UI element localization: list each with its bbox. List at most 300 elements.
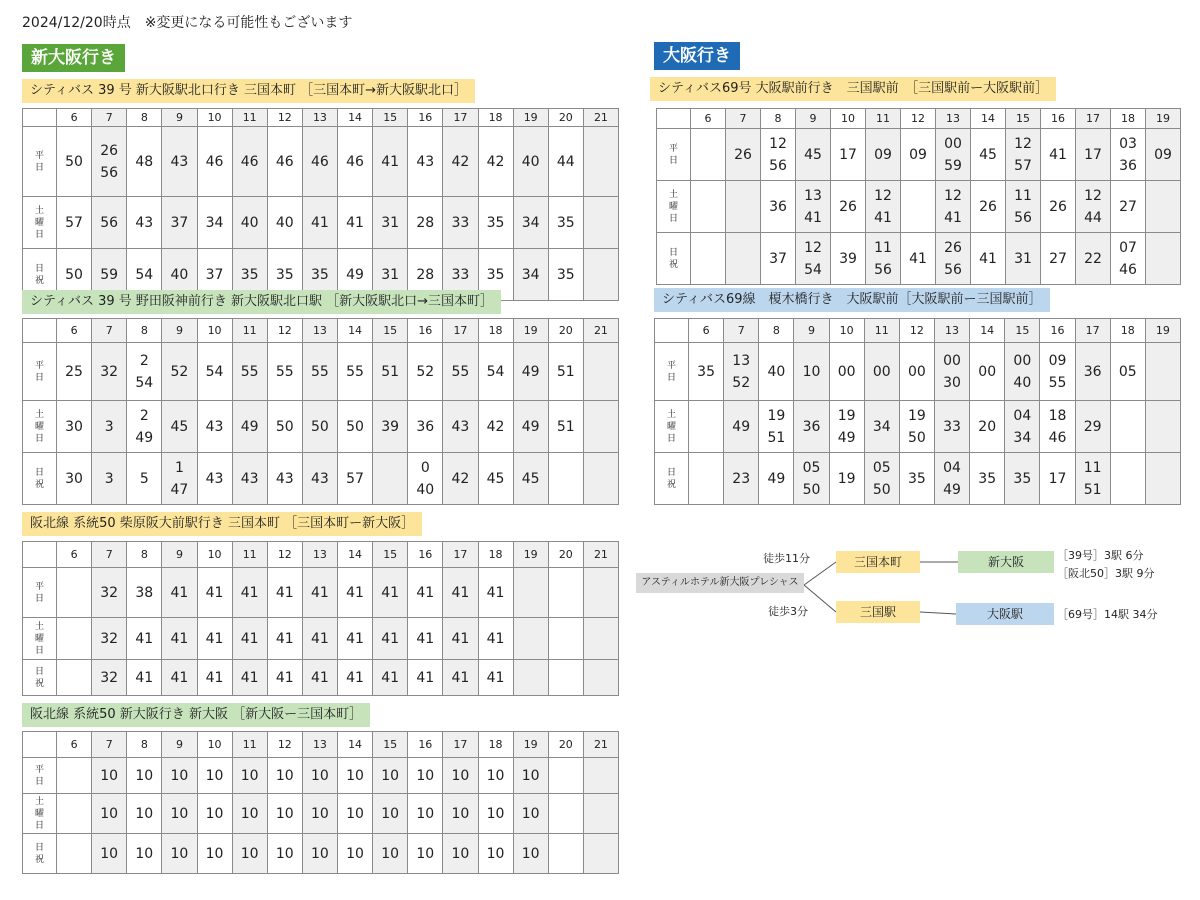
minute-cell: 41 (197, 618, 232, 660)
minute-cell: 41 (408, 568, 443, 618)
day-type-label: 土 曜 日 (23, 794, 57, 834)
hour-cell: 10 (197, 319, 232, 343)
minute-cell: 17 (1040, 453, 1075, 505)
minute-cell (583, 127, 618, 197)
minute-cell: 30 (57, 401, 92, 453)
minute-cell: 13 52 (724, 343, 759, 401)
route-title-4: 阪北線 系統50 新大阪行き 新大阪 ［新大阪ー三国本町］ (22, 703, 370, 727)
minute-cell: 10 (513, 758, 548, 794)
hour-cell: 13 (302, 109, 337, 127)
hour-cell: 11 (232, 319, 267, 343)
minute-cell (57, 568, 92, 618)
timetable-row (23, 618, 619, 660)
hour-cell: 17 (1075, 319, 1110, 343)
minute-cell: 28 (408, 197, 443, 249)
hour-cell: 8 (127, 732, 162, 758)
minute-cell: 40 (759, 343, 794, 401)
hour-cell: 15 (373, 732, 408, 758)
route-info-69: ［69号］14駅 34分 (1057, 608, 1158, 621)
hour-cell: 15 (373, 109, 408, 127)
minute-cell: 48 (127, 127, 162, 197)
minute-cell: 09 (866, 129, 901, 181)
minute-cell (583, 343, 618, 401)
minute-cell: 09 55 (1040, 343, 1075, 401)
hour-cell: 13 (934, 319, 969, 343)
minute-cell: 32 (92, 618, 127, 660)
hour-cell: 15 (373, 542, 408, 568)
walk-time-1: 徒歩11分 (763, 552, 810, 565)
minute-cell: 10 (302, 834, 337, 874)
minute-cell: 12 41 (936, 181, 971, 233)
minute-cell: 10 (478, 794, 513, 834)
minute-cell: 40 (267, 197, 302, 249)
minute-cell: 45 (162, 401, 197, 453)
minute-cell (583, 453, 618, 505)
day-type-label: 平 日 (23, 758, 57, 794)
minute-cell: 30 (57, 453, 92, 505)
minute-cell: 10 (443, 794, 478, 834)
minute-cell: 50 (338, 401, 373, 453)
minute-cell (583, 660, 618, 696)
minute-cell: 10 (232, 794, 267, 834)
minute-cell: 46 (232, 127, 267, 197)
minute-cell: 34 (197, 197, 232, 249)
minute-cell: 41 (127, 660, 162, 696)
minute-cell: 43 (267, 453, 302, 505)
minute-cell: 26 56 (936, 233, 971, 285)
minute-cell: 41 (478, 660, 513, 696)
minute-cell (726, 181, 761, 233)
minute-cell: 45 (971, 129, 1006, 181)
minute-cell: 03 36 (1111, 129, 1146, 181)
minute-cell: 45 (796, 129, 831, 181)
minute-cell: 27 (1041, 233, 1076, 285)
minute-cell: 57 (338, 453, 373, 505)
minute-cell: 10 (232, 834, 267, 874)
timetable-6 (654, 318, 1181, 505)
minute-cell (583, 618, 618, 660)
hour-cell: 12 (901, 109, 936, 129)
hour-cell: 14 (338, 732, 373, 758)
hour-cell: 20 (548, 319, 583, 343)
minute-cell: 19 (829, 453, 864, 505)
minute-cell: 41 (232, 660, 267, 696)
timetable-row (657, 129, 1181, 181)
hour-cell: 11 (232, 109, 267, 127)
hour-header-row (657, 109, 1181, 129)
minute-cell: 41 (338, 197, 373, 249)
minute-cell (726, 233, 761, 285)
minute-cell: 39 (373, 401, 408, 453)
minute-cell: 26 (726, 129, 761, 181)
minute-cell: 37 (197, 249, 232, 301)
hour-cell: 15 (373, 319, 408, 343)
route-title-2: シティバス 39 号 野田阪神前行き 新大阪駅北口駅 ［新大阪駅北口→三国本町］ (22, 290, 501, 314)
minute-cell: 40 (513, 127, 548, 197)
minute-cell: 10 (443, 758, 478, 794)
minute-cell: 33 (443, 197, 478, 249)
timetable-row (655, 453, 1181, 505)
minute-cell: 00 30 (934, 343, 969, 401)
minute-cell: 41 (1041, 129, 1076, 181)
day-type-label: 土 曜 日 (23, 618, 57, 660)
minute-cell (583, 197, 618, 249)
minute-cell: 10 (162, 758, 197, 794)
minute-cell: 52 (408, 343, 443, 401)
minute-cell (373, 453, 408, 505)
hour-cell: 18 (478, 109, 513, 127)
minute-cell: 34 (513, 249, 548, 301)
minute-cell: 10 (267, 834, 302, 874)
hour-cell: 21 (583, 319, 618, 343)
minute-cell: 37 (761, 233, 796, 285)
minute-cell: 35 (1005, 453, 1040, 505)
hour-header-row (23, 542, 619, 568)
minute-cell: 50 (302, 401, 337, 453)
minute-cell: 36 (794, 401, 829, 453)
header-corner (23, 319, 57, 343)
hour-cell: 21 (583, 542, 618, 568)
minute-cell: 10 (127, 834, 162, 874)
minute-cell: 19 50 (899, 401, 934, 453)
minute-cell: 46 (338, 127, 373, 197)
minute-cell (513, 618, 548, 660)
day-type-label: 日 祝 (23, 660, 57, 696)
minute-cell: 41 (408, 660, 443, 696)
timetable-3 (22, 541, 619, 696)
stop-mikunihonmachi: 三国本町 (836, 551, 920, 573)
minute-cell: 10 (373, 758, 408, 794)
minute-cell: 31 (1006, 233, 1041, 285)
day-type-label: 日 祝 (23, 453, 57, 505)
minute-cell: 59 (92, 249, 127, 301)
minute-cell (691, 129, 726, 181)
header-corner (657, 109, 691, 129)
minute-cell (548, 834, 583, 874)
minute-cell (1146, 233, 1181, 285)
minute-cell: 35 (267, 249, 302, 301)
hour-cell: 11 (864, 319, 899, 343)
hour-cell: 12 (267, 542, 302, 568)
minute-cell (57, 660, 92, 696)
minute-cell: 10 (267, 758, 302, 794)
minute-cell: 10 (408, 834, 443, 874)
hour-cell: 21 (583, 732, 618, 758)
minute-cell: 55 (232, 343, 267, 401)
minute-cell: 42 (443, 453, 478, 505)
minute-cell: 56 (92, 197, 127, 249)
hour-cell: 14 (971, 109, 1006, 129)
hour-cell: 16 (408, 732, 443, 758)
hour-cell: 18 (1110, 319, 1145, 343)
minute-cell: 10 (302, 794, 337, 834)
hour-cell: 6 (57, 542, 92, 568)
day-type-label: 平 日 (23, 343, 57, 401)
hour-cell: 14 (338, 542, 373, 568)
minute-cell (583, 834, 618, 874)
minute-cell: 43 (197, 401, 232, 453)
hour-header-row (23, 319, 619, 343)
minute-cell (583, 568, 618, 618)
minute-cell (57, 794, 92, 834)
day-type-label: 平 日 (23, 127, 57, 197)
hour-cell: 10 (197, 542, 232, 568)
minute-cell: 10 (443, 834, 478, 874)
minute-cell: 49 (338, 249, 373, 301)
minute-cell: 38 (127, 568, 162, 618)
hour-cell: 18 (478, 542, 513, 568)
minute-cell: 41 (162, 568, 197, 618)
minute-cell: 41 (338, 660, 373, 696)
hour-cell: 19 (513, 542, 548, 568)
hour-cell: 15 (1006, 109, 1041, 129)
hour-cell: 11 (866, 109, 901, 129)
minute-cell: 10 (162, 834, 197, 874)
minute-cell: 31 (373, 197, 408, 249)
minute-cell: 12 44 (1076, 181, 1111, 233)
minute-cell: 41 (373, 660, 408, 696)
minute-cell: 19 51 (759, 401, 794, 453)
minute-cell: 50 (57, 127, 92, 197)
minute-cell: 41 (127, 618, 162, 660)
hour-cell: 14 (970, 319, 1005, 343)
hour-cell: 12 (267, 319, 302, 343)
route-title-3: 阪北線 系統50 柴原阪大前駅行き 三国本町 ［三国本町ー新大阪］ (22, 512, 422, 536)
minute-cell: 54 (127, 249, 162, 301)
timetable-row (23, 197, 619, 249)
timetable-4 (22, 731, 619, 874)
hour-header-row (23, 109, 619, 127)
timetable-row (23, 758, 619, 794)
minute-cell: 2 49 (127, 401, 162, 453)
day-type-label: 土 曜 日 (655, 401, 689, 453)
minute-cell: 13 41 (796, 181, 831, 233)
minute-cell: 41 (478, 618, 513, 660)
hour-cell: 10 (829, 319, 864, 343)
minute-cell: 0 40 (408, 453, 443, 505)
minute-cell: 46 (302, 127, 337, 197)
timetable-row (23, 401, 619, 453)
minute-cell: 33 (443, 249, 478, 301)
timetable-row (655, 343, 1181, 401)
minute-cell (548, 568, 583, 618)
dest-osaka-station: 大阪駅 (956, 603, 1054, 625)
hour-cell: 16 (408, 109, 443, 127)
hour-cell: 17 (1076, 109, 1111, 129)
day-type-label: 日 祝 (23, 249, 57, 301)
minute-cell: 41 (267, 568, 302, 618)
hour-cell: 17 (443, 109, 478, 127)
section-title-shin-osaka: 新大阪行き (22, 44, 125, 72)
minute-cell: 10 (197, 758, 232, 794)
minute-cell (583, 249, 618, 301)
minute-cell (691, 233, 726, 285)
minute-cell: 00 (864, 343, 899, 401)
minute-cell (57, 618, 92, 660)
hour-cell: 13 (302, 542, 337, 568)
minute-cell: 43 (162, 127, 197, 197)
minute-cell: 43 (232, 453, 267, 505)
minute-cell (57, 758, 92, 794)
hour-cell: 6 (57, 109, 92, 127)
minute-cell: 46 (197, 127, 232, 197)
minute-cell: 26 (971, 181, 1006, 233)
minute-cell: 43 (302, 453, 337, 505)
minute-cell (1145, 343, 1180, 401)
hour-cell: 20 (548, 732, 583, 758)
hour-cell: 13 (302, 319, 337, 343)
minute-cell: 32 (92, 660, 127, 696)
minute-cell: 35 (899, 453, 934, 505)
route-info-39: ［39号］3駅 6分 (1057, 549, 1144, 562)
minute-cell: 10 (408, 794, 443, 834)
minute-cell (1145, 401, 1180, 453)
hour-cell: 8 (761, 109, 796, 129)
day-type-label: 平 日 (655, 343, 689, 401)
minute-cell: 10 (162, 794, 197, 834)
minute-cell: 09 (1146, 129, 1181, 181)
minute-cell (513, 660, 548, 696)
minute-cell: 10 (92, 794, 127, 834)
hour-cell: 18 (1111, 109, 1146, 129)
timetable-row (23, 453, 619, 505)
minute-cell: 3 (92, 401, 127, 453)
minute-cell: 43 (197, 453, 232, 505)
minute-cell: 41 (197, 568, 232, 618)
route-title-5: シティバス69号 大阪駅前行き 三国駅前 ［三国駅前ー大阪駅前］ (650, 77, 1056, 101)
timetable-row (657, 181, 1181, 233)
minute-cell: 42 (443, 127, 478, 197)
minute-cell: 28 (408, 249, 443, 301)
hour-cell: 7 (726, 109, 761, 129)
minute-cell: 26 (1041, 181, 1076, 233)
minute-cell: 41 (373, 618, 408, 660)
header-corner (23, 732, 57, 758)
timetable-row (23, 794, 619, 834)
minute-cell: 12 41 (866, 181, 901, 233)
minute-cell: 17 (831, 129, 866, 181)
update-note: 2024/12/20時点 ※変更になる可能性もございます (22, 15, 353, 31)
header-corner (23, 109, 57, 127)
hour-cell: 18 (478, 319, 513, 343)
minute-cell: 12 56 (761, 129, 796, 181)
hour-cell: 13 (936, 109, 971, 129)
minute-cell: 5 (127, 453, 162, 505)
minute-cell: 12 57 (1006, 129, 1041, 181)
minute-cell: 41 (443, 568, 478, 618)
hour-cell: 16 (408, 319, 443, 343)
timetable-row (23, 343, 619, 401)
minute-cell (583, 794, 618, 834)
minute-cell: 55 (267, 343, 302, 401)
minute-cell: 11 56 (1006, 181, 1041, 233)
hour-cell: 19 (1145, 319, 1180, 343)
hour-header-row (23, 732, 619, 758)
hour-cell: 7 (724, 319, 759, 343)
minute-cell (1145, 453, 1180, 505)
hour-cell: 17 (443, 319, 478, 343)
route-info-hanpoku50: ［阪北50］3駅 9分 (1057, 567, 1155, 580)
minute-cell: 32 (92, 343, 127, 401)
minute-cell: 41 (478, 568, 513, 618)
minute-cell: 10 (267, 794, 302, 834)
minute-cell: 55 (443, 343, 478, 401)
minute-cell: 05 50 (794, 453, 829, 505)
hour-cell: 9 (162, 732, 197, 758)
minute-cell: 39 (831, 233, 866, 285)
minute-cell: 10 (92, 834, 127, 874)
minute-cell: 05 50 (864, 453, 899, 505)
minute-cell: 10 (338, 794, 373, 834)
hour-cell: 7 (92, 542, 127, 568)
timetable-row (23, 660, 619, 696)
minute-cell: 57 (57, 197, 92, 249)
minute-cell: 41 (162, 618, 197, 660)
minute-cell: 34 (513, 197, 548, 249)
minute-cell: 54 (197, 343, 232, 401)
minute-cell: 45 (513, 453, 548, 505)
minute-cell: 41 (302, 197, 337, 249)
minute-cell: 43 (443, 401, 478, 453)
minute-cell (513, 568, 548, 618)
minute-cell: 10 (478, 758, 513, 794)
minute-cell (689, 453, 724, 505)
minute-cell: 41 (232, 618, 267, 660)
minute-cell: 29 (1075, 401, 1110, 453)
minute-cell: 23 (724, 453, 759, 505)
minute-cell: 26 (831, 181, 866, 233)
day-type-label: 日 祝 (23, 834, 57, 874)
minute-cell: 49 (232, 401, 267, 453)
hour-cell: 11 (232, 732, 267, 758)
minute-cell: 35 (689, 343, 724, 401)
hour-cell: 18 (478, 732, 513, 758)
minute-cell: 09 (901, 129, 936, 181)
minute-cell: 10 (92, 758, 127, 794)
hour-cell: 6 (57, 732, 92, 758)
minute-cell: 51 (548, 401, 583, 453)
minute-cell: 43 (127, 197, 162, 249)
hour-cell: 7 (92, 109, 127, 127)
minute-cell: 42 (478, 127, 513, 197)
minute-cell: 36 (761, 181, 796, 233)
minute-cell: 41 (373, 127, 408, 197)
minute-cell: 10 (197, 834, 232, 874)
timetable-2 (22, 318, 619, 505)
walk-time-2: 徒歩3分 (768, 605, 808, 618)
minute-cell (57, 834, 92, 874)
minute-cell: 27 (1111, 181, 1146, 233)
minute-cell: 52 (162, 343, 197, 401)
minute-cell: 44 (548, 127, 583, 197)
minute-cell: 51 (373, 343, 408, 401)
minute-cell: 41 (162, 660, 197, 696)
hour-cell: 16 (1040, 319, 1075, 343)
minute-cell: 49 (513, 343, 548, 401)
minute-cell: 41 (267, 618, 302, 660)
minute-cell: 00 (899, 343, 934, 401)
minute-cell (548, 758, 583, 794)
route-title-1: シティバス 39 号 新大阪駅北口行き 三国本町 ［三国本町→新大阪駅北口］ (22, 79, 475, 103)
minute-cell: 10 (197, 794, 232, 834)
minute-cell: 1 47 (162, 453, 197, 505)
minute-cell: 12 54 (796, 233, 831, 285)
hour-cell: 15 (1005, 319, 1040, 343)
minute-cell: 35 (970, 453, 1005, 505)
hour-cell: 9 (794, 319, 829, 343)
minute-cell: 49 (759, 453, 794, 505)
minute-cell: 00 (970, 343, 1005, 401)
